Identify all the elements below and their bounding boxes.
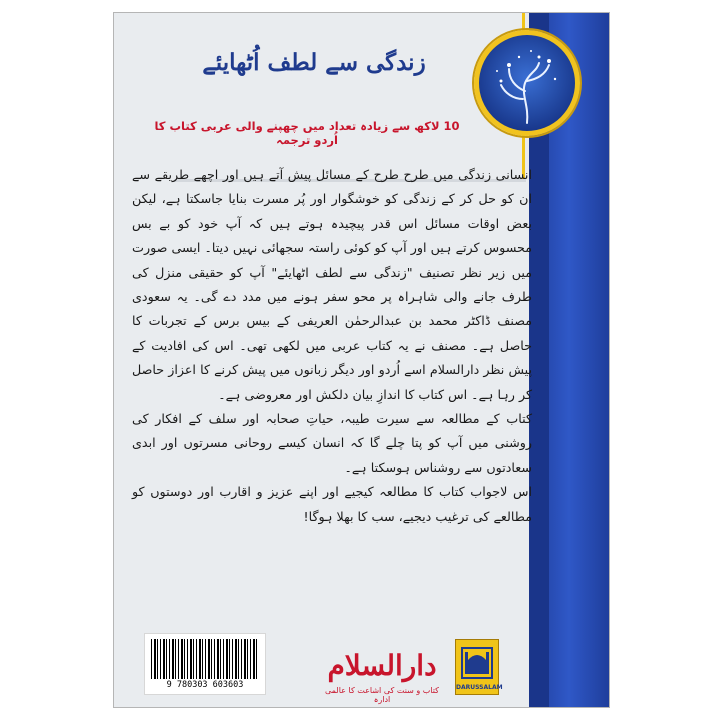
publisher-tagline: کتاب و سنت کی اشاعت کا عالمی ادارہ (325, 686, 439, 704)
publisher-name: دارالسلام (327, 649, 437, 682)
mosque-icon (456, 640, 498, 684)
paragraph: اس لاجواب کتاب کا مطالعہ کیجیے اور اپنے عزیز و اقارب اور دوستوں کو مطالعے کی ترغیب دیجیے، سب کا بھلا ہوگا! (132, 484, 532, 524)
book-title: زندگی سے لطف اُٹھایئے (202, 49, 426, 76)
isbn-number: 9 780303 603603 (166, 680, 244, 690)
publisher-logo (455, 639, 503, 695)
paragraph: انسانی زندگی میں طرح طرح کے مسائل پیش آتے ہیں اور اچھے طریقے سے ان کو حل کر کے زندگی کو خوشگوار اور پُر مسرت بنایا جاسکتا ہے، لیکن بعض اوقات مسائل اس قدر پیچیدہ ہوتے ہیں کہ آپ خود کو بے بس محسوس کرتے ہیں اور آپ کو کوئی راستہ سجھائی نہیں دیتا۔ ایسی صورت میں زیر نظر تصنیف "زندگی سے لطف اٹھایئے" آپ کو حقیقی منزل کی طرف جانے والی شاہراہ پر محو سفر ہونے میں مدد دے گی۔ یہ سعودی مصنف ڈاکٹر محمد بن عبدالرحمٰن العریفی کے بیس برس کے تجربات کا حاصل ہے۔ مصنف نے یہ کتاب عربی میں لکھی تھی۔ اس کی افادیت کے پیش نظر دارالسلام اسے اُردو اور دیگر زبانوں میں پیش کرنے کا اعزاز حاصل کر رہا ہے۔ اس کتاب کا اندازِ بیان دلکش اور معروضی ہے۔ (132, 167, 532, 402)
paragraph: کتاب کے مطالعہ سے سیرت طیبہ، حیاتِ صحابہ اور سلف کے افکار کی روشنی میں آپ کو پتا چلے گا کہ انسان کیسے روحانی مسرتوں اور ابدی سعادتوں سے روشناس ہوسکتا ہے۔ (132, 411, 532, 475)
description-text (132, 163, 532, 529)
book-back-cover (113, 12, 610, 708)
logo-label: DARUSSALAM (456, 684, 503, 691)
barcode-bars (151, 639, 259, 679)
tree-icon (474, 30, 580, 136)
barcode (144, 633, 266, 695)
book-subtitle: 10 لاکھ سے زیادہ تعداد میں چھپنے والی عربی کتاب کا اُردو ترجمہ (154, 119, 460, 147)
